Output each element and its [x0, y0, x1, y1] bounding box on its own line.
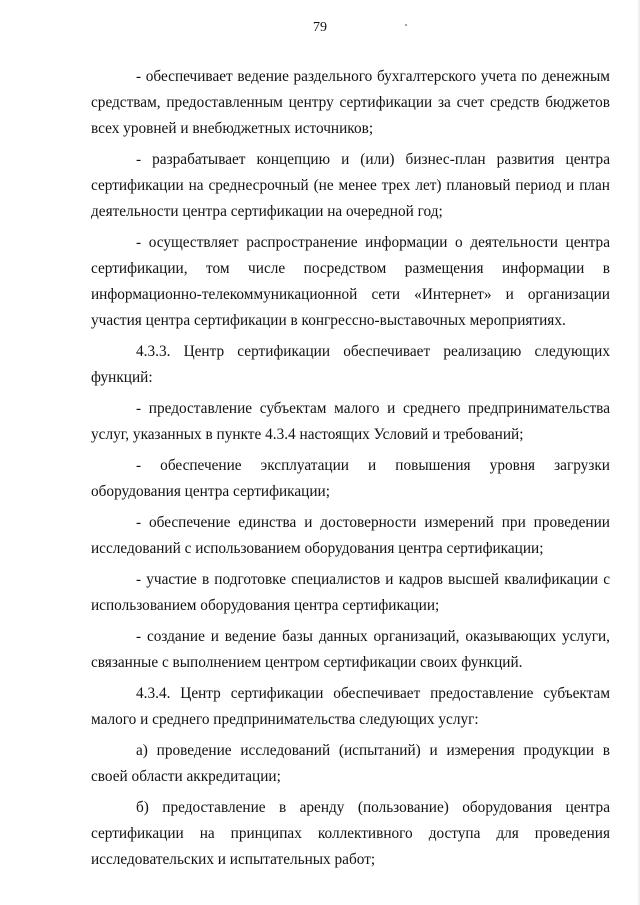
page-number: 79 [313, 20, 327, 35]
paragraph-section-4-3-3: 4.3.3. Центр сертификации обеспечивает реализацию следующих функций: [91, 343, 610, 386]
paragraph-database: - создание и ведение базы данных организаций, оказывающих услуги, связанные с выполнением центром сертификации своих функций. [91, 628, 610, 671]
paragraph-section-4-3-4: 4.3.4. Центр сертификации обеспечивает предоставление субъектам малого и среднего предпринимательства следующих услуг: [91, 685, 610, 728]
paragraph-equipment-operation: - обеспечение эксплуатации и повышения уровня загрузки оборудования центра сертификации; [91, 457, 610, 500]
paragraph-item-a: а) проведение исследований (испытаний) и измерения продукции в своей области аккредитации; [91, 742, 610, 785]
paragraph-business-plan: - разрабатывает концепцию и (или) бизнес-план развития центра сертификации на среднесрочный (не менее трех лет) плановый период и план деятельности центра сертификации на очередной год; [91, 151, 610, 220]
paragraph-information-dissemination: - осуществляет распространение информации о деятельности центра сертификации, том числе посредством размещения информации в информационно-телекоммуникационной сети «Интернет» и организации участия центра сертификации в конгрессно-выставочных мероприятиях. [91, 234, 610, 329]
paragraph-services-provision: - предоставление субъектам малого и среднего предпринимательства услуг, указанных в пункте 4.3.4 настоящих Условий и требований; [91, 400, 610, 443]
paragraph-item-b: б) предоставление в аренду (пользование) оборудования центра сертификации на принципах коллективного доступа для проведения исследовательских и испытательных работ; [91, 799, 610, 868]
document-body [91, 64, 610, 878]
paragraph-specialist-training: - участие в подготовке специалистов и кадров высшей квалификации с использованием оборудования центра сертификации; [91, 571, 610, 614]
paragraph-measurement-uniformity: - обеспечение единства и достоверности измерений при проведении исследований с использованием оборудования центра сертификации; [91, 514, 610, 557]
paragraph-separate-accounting: - обеспечивает ведение раздельного бухгалтерского учета по денежным средствам, предоставленным центру сертификации за счет средств бюджетов всех уровней и внебюджетных источников; [91, 68, 610, 137]
